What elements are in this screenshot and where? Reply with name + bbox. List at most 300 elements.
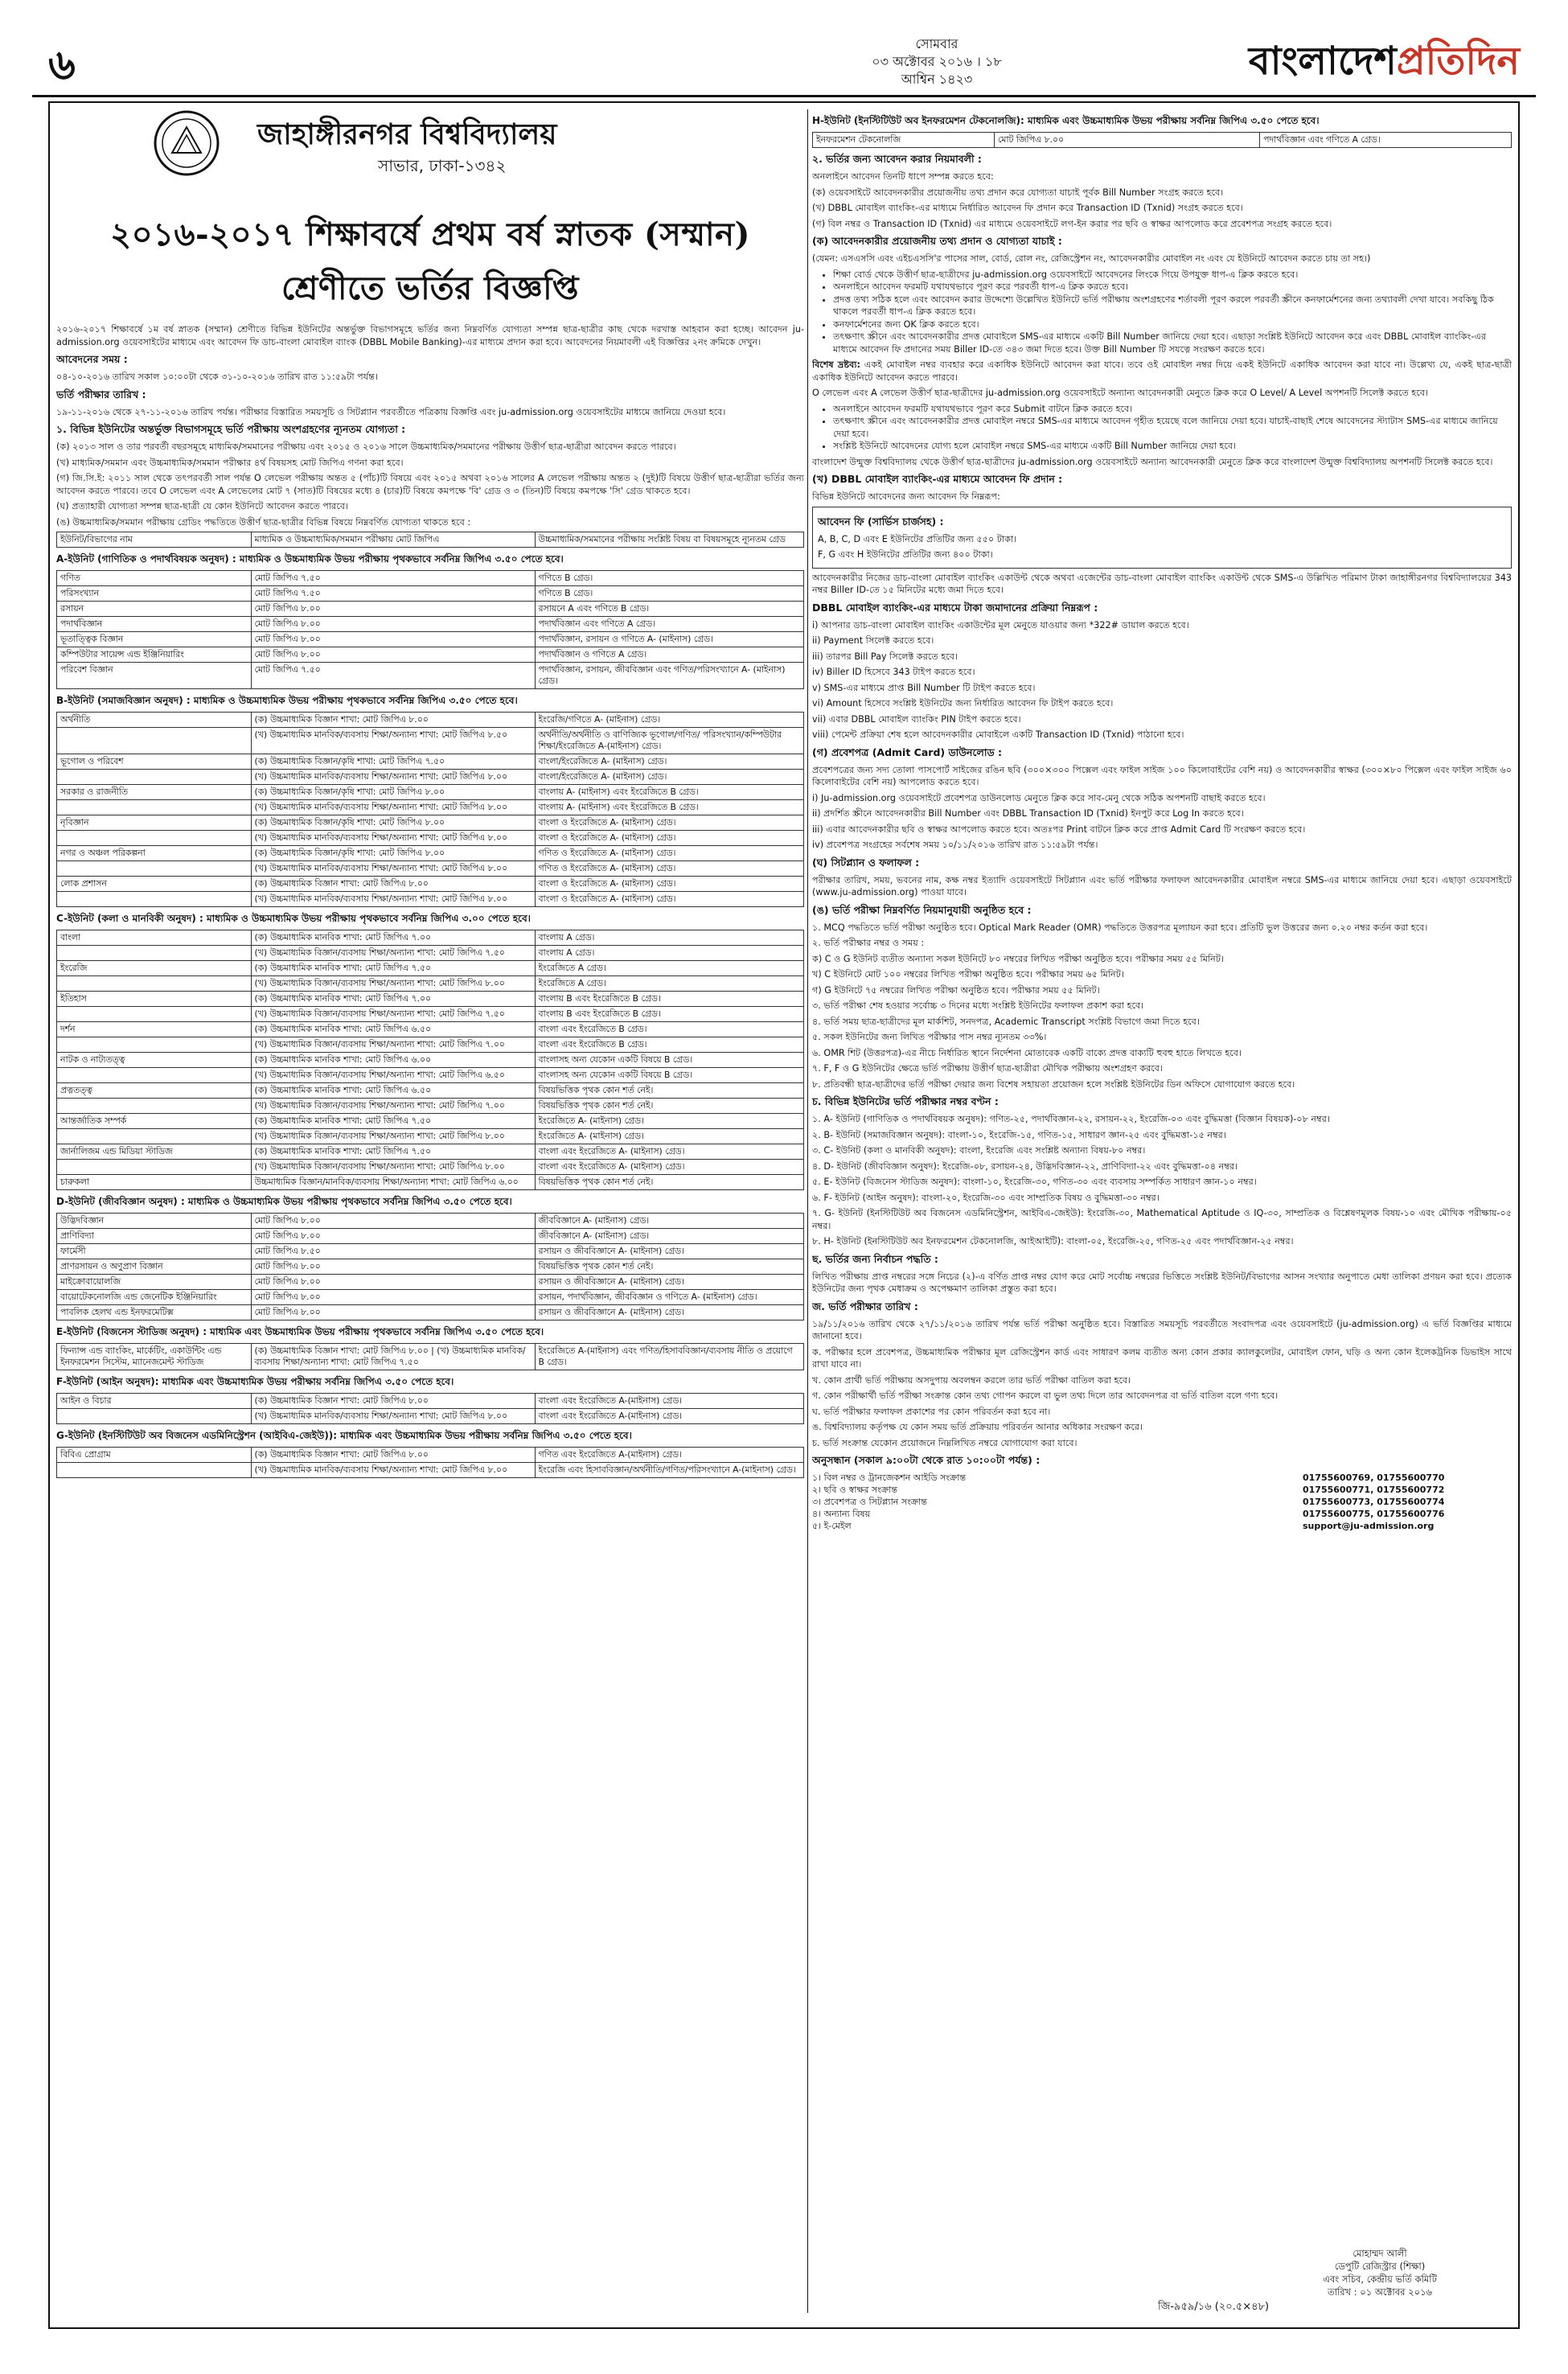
dbbl-paragraph: বিভিন্ন ইউনিটে আবেদনের জন্য আবেদন ফি নিম্নরূপ: xyxy=(812,491,1000,502)
table-row xyxy=(57,647,804,663)
unit-h-heading: H-ইউনিট (ইনস্টিটিউট অব ইনফরমেশন টেকনোলজি): মাধ্যমিক এবং উচ্চমাধ্যমিক উভয় পরীক্ষায় সর্বনিম্ন জিপিএ ৩.৫০ পেতে হবে। xyxy=(812,115,1320,126)
table-row xyxy=(57,1290,804,1305)
exam-rule-item: ২. ভর্তি পরীক্ষার নম্বর ও সময় : xyxy=(812,938,925,948)
table-cell: (ক) উচ্চমাধ্যমিক বিজ্ঞান/কৃষি শাখা: মোট জিপিএ ৮.০০ xyxy=(251,846,535,861)
table-row xyxy=(57,1448,804,1463)
table-cell: রসায়ন ও জীববিজ্ঞানে A- (মাইনাস) গ্রেড। xyxy=(535,1275,803,1290)
table-cell: বাংলায় A গ্রেড। xyxy=(535,946,803,961)
table-cell: বাংলা এবং ইংরেজিতে A- (মাইনাস) গ্রেড। xyxy=(535,1160,803,1175)
university-address: সাভার, ঢাকা-১৩৪২ xyxy=(378,156,507,175)
requirement-item: (গ) জি.সি.ই: ২০১১ সাল থেকে তৎপরবর্তী সাল পর্যন্ত O লেভেল পরীক্ষায় অন্তত ৫ (পাঁচ)টি বিষয়ে এবং ২০১৫ অথবা ২০১৬ সালের A লেভেল পরীক্ষায় অন্তত ২ (দুই)টি বিষয়ে উত্তীর্ণ ছাত্র-ছাত্রীরা ভর্তির জন্য আবেদন করতে পারবে। তবে O লেভেল এবং A লেভেলের মোট ৭ (সাত)টি বিষয়ের মধ্যে ৪ (চার)টি বিষয়ে কমপক্ষে 'বি' গ্রেড ও ৩ (তিন)টি বিষয়ে কমপক্ষে 'সি' গ্রেড থাকতে হবে। xyxy=(56,473,804,496)
rule-item: (গ) বিল নম্বর ও Transaction ID (Txnid) এর মাধ্যমে ওয়েবসাইটে লগ-ইন করার পর ছবি ও স্বাক্ষর আপলোড করে প্রবেশপত্র সংগ্রহ করতে হবে। xyxy=(812,218,1332,229)
table-row xyxy=(57,1068,804,1083)
table-cell: (ক) উচ্চমাধ্যমিক মানবিক শাখা: মোট জিপিএ ৭.০০ xyxy=(251,930,535,946)
table-cell: মোট জিপিএ ৭.৫০ xyxy=(251,571,535,586)
table-cell: বায়োটেকনোলজি এন্ড জেনেটিক ইঞ্জিনিয়ারিং xyxy=(57,1290,252,1305)
signatory-name: মোহাম্মদ আলী xyxy=(1353,2248,1407,2259)
table-cell: প্রত্নতত্ত্ব xyxy=(57,1083,252,1099)
column-divider xyxy=(807,109,808,2313)
marks-item: ৬. F- ইউনিট (আইন অনুষদ): বাংলা-২০, ইংরেজি-৩০ এবং সাম্প্রতিক বিষয় ও বুদ্ধিমত্তা-৩০ নম্বর। xyxy=(812,1192,1160,1203)
contact-row xyxy=(812,1520,1512,1532)
table-row xyxy=(57,1244,804,1259)
info-item: • কনফার্মেশনের জন্য OK ক্লিক করতে হবে। xyxy=(833,318,1512,331)
table-cell: বাংলা ও ইংরেজিতে A- (মাইনাস) গ্রেড। xyxy=(535,815,803,831)
table-cell: পদার্থবিজ্ঞান xyxy=(57,617,252,632)
admit-card-heading: (গ) প্রবেশপত্র (Admit Card) ডাউনলোড : xyxy=(812,745,1002,758)
table-cell: জীববিজ্ঞানে A- (মাইনাস) গ্রেড। xyxy=(535,1214,803,1229)
table-row xyxy=(57,800,804,815)
table-cell: (খ) উচ্চমাধ্যমিক মানবিক/ব্যবসায় শিক্ষা/অন্যান্য শাখা: মোট জিপিএ ৮.০০ xyxy=(251,1463,535,1478)
table-row xyxy=(57,1275,804,1290)
table-cell: গণিত xyxy=(57,571,252,586)
exam-date: ১৯-১১-২০১৬ থেকে ২৭-১১-২০১৬ তারিখ পর্যন্ত। পরীক্ষার বিস্তারিত সময়সূচি ও সিটপ্ল্যান পরবর্তীতে পত্রিকায় বিজ্ঞপ্তি এবং ju-admission.org ওয়েবসাইটের মাধ্যমে জানিয়ে দেওয়া হবে। xyxy=(56,406,726,417)
table-cell xyxy=(57,1037,252,1053)
table-cell: রসায়ন xyxy=(57,602,252,617)
table-row xyxy=(57,1409,804,1424)
table-cell: বাংলা/ইংরেজিতে A- (মাইনাস) গ্রেড। xyxy=(535,754,803,770)
header-table xyxy=(56,532,804,548)
table-cell: ভূগোল ও পরিবেশ xyxy=(57,754,252,770)
table-cell: নৃবিজ্ঞান xyxy=(57,815,252,831)
contact-value: 01755600775, 01755600776 xyxy=(1303,1509,1445,1519)
payment-step: v) SMS-এর মাধ্যমে প্রাপ্ত Bill Number টি টাইপ করতে হবে। xyxy=(812,682,1036,693)
olevel-paragraph: O লেভেল এবং A লেভেল উত্তীর্ণ ছাত্র-ছাত্রীদের ju-admission.org ওয়েবসাইটে অন্যান্য আবেদনকারী মেনুতে ক্লিক করে O Level/ A Level অপশনটি সিলেক্ট করতে হবে। xyxy=(812,388,1429,398)
table-cell: (খ) উচ্চমাধ্যমিক বিজ্ঞান/ব্যবসায় শিক্ষা/অন্যান্য শাখা: মোট জিপিএ ৮.০০ xyxy=(251,1129,535,1144)
table-cell: প্রাণিবিদ্যা xyxy=(57,1229,252,1244)
unit-a-table xyxy=(56,570,804,689)
exam-rule-item: ৩. ভর্তি পরীক্ষা শেষ হওয়ার সর্বোচ্চ ৩ দিনের মধ্যে সংশ্লিষ্ট ইউনিটের ফলাফল প্রকাশ করা হবে। xyxy=(812,1000,1144,1011)
table-cell: ইংরেজিতে A গ্রেড। xyxy=(535,976,803,992)
table-cell: (ক) উচ্চমাধ্যমিক মানবিক শাখা: মোট জিপিএ ৭.০০ xyxy=(251,992,535,1007)
misc-item: খ. কোন প্রার্থী ভর্তি পরীক্ষায় অসদুপায় অবলম্বন করলে তার ভর্তি পরীক্ষা বাতিল করা হবে। xyxy=(812,1374,1131,1386)
rule-item: (ক) ওয়েবসাইটে আবেদনকারীর প্রয়োজনীয় তথ্য প্রদান করে যোগ্যতা যাচাই পূর্বক Bill Number সংগ্রহ করতে হবে। xyxy=(812,187,1224,198)
admit-item: i) Ju-admission.org ওয়েবসাইটে প্রবেশপত্র ডাউনলোড মেনুতে ক্লিক করে সাব-মেনু থেকে সঠিক অপশনটি বাছাই করতে হবে। xyxy=(812,792,1266,803)
table-cell: (ক) উচ্চমাধ্যমিক বিজ্ঞান/কৃষি শাখা: মোট জিপিএ ৮.০০ xyxy=(251,785,535,800)
exam-rule-item: ৬. OMR শিট (উত্তরপত্র)-এর নীচে নির্ধারিত স্থানে নির্দেশনা মোতাবেক একটি বাক্যে প্রদত্ত বাক্যটি হুবহু হাতে লিখতে হবে। xyxy=(812,1047,1242,1058)
table-row xyxy=(57,961,804,976)
issue-date xyxy=(860,35,1013,88)
table-cell: বাংলা ও ইংরেজিতে A- (মাইনাস) গ্রেড। xyxy=(535,892,803,907)
info-list xyxy=(812,269,1512,356)
table-cell xyxy=(57,946,252,961)
rules-list xyxy=(812,187,1512,231)
table-cell: বাংলাসহ অন্য যেকোন একটি বিষয়ে B গ্রেড। xyxy=(535,1053,803,1068)
table-row xyxy=(57,992,804,1007)
table-cell: (ক) উচ্চমাধ্যমিক বিজ্ঞান/কৃষি শাখা: মোট জিপিএ ৭.৫০ xyxy=(251,754,535,770)
requirements-heading: ১. বিভিন্ন ইউনিটের অন্তর্ভুক্ত বিভাগসমূহে ভর্তি পরীক্ষায় অংশগ্রহণের ন্যূনতম যোগ্যতা : xyxy=(56,423,406,435)
table-cell: বাংলায় B এবং ইংরেজিতে B গ্রেড। xyxy=(535,992,803,1007)
table-cell: (ক) উচ্চমাধ্যমিক বিজ্ঞান শাখা: মোট জিপিএ ৮.০০ xyxy=(251,1394,535,1409)
admit-card-paragraph: প্রবেশপত্রের জন্য সদ্য তোলা পাসপোর্ট সাইজের রঙিন ছবি (৩০০×৩০০ পিক্সেল এবং ফাইল সাইজ ১০০ কিলোবাইটের বেশি নয়) ও আবেদনকারীর স্বাক্ষর (৩০০×৮০ পিক্সেল এবং ফাইল সাইজ ৬০ কিলোবাইটের বেশি নয়) আপলোড করতে হবে। xyxy=(812,764,1512,787)
special-note xyxy=(812,359,1512,384)
table-cell: (খ) উচ্চমাধ্যমিক বিজ্ঞান/ব্যবসায় শিক্ষা/অন্যান্য শাখা: মোট জিপিএ ৮.০০ xyxy=(251,976,535,992)
contact-value: 01755600773, 01755600774 xyxy=(1303,1497,1445,1507)
table-cell: পদার্থবিজ্ঞান, রসায়ন, জীববিজ্ঞান এবং গণিত/পরিসংখ্যানে A- (মাইনাস) গ্রেড। xyxy=(535,663,803,689)
table-cell: (ক) উচ্চমাধ্যমিক মানবিক শাখা: মোট জিপিএ ৭.৫০ xyxy=(251,961,535,976)
table-cell xyxy=(57,770,252,785)
unit-f-heading: F-ইউনিট (আইন অনুষদ): মাধ্যমিক এবং উচ্চমাধ্যমিক উভয় পরীক্ষায় সর্বনিম্ন জিপিএ ৩.৫০ পেতে হবে। xyxy=(56,1376,454,1387)
misc-item: গ. কোন পরীক্ষার্থী ভর্তি পরীক্ষা সংক্রান্ত কোন তথ্য গোপন করলে বা ভুল তথ্য দিলে তার আবেদনপত্র বা ভর্তি বাতিল বলে গণ্য হবে। xyxy=(812,1390,1279,1401)
table-row xyxy=(57,1259,804,1275)
table-cell: পদার্থবিজ্ঞান এবং গণিতে A গ্রেড। xyxy=(535,617,803,632)
table-cell: বাংলা এবং ইংরেজিতে A-(মাইনাস) গ্রেড। xyxy=(535,1394,803,1409)
table-cell: পদার্থবিজ্ঞান ও গণিতে A গ্রেড। xyxy=(535,647,803,663)
exam-rule-item: ১. MCQ পদ্ধতিতে ভর্তি পরীক্ষা অনুষ্ঠিত হবে। Optical Mark Reader (OMR) পদ্ধতিতে উত্তরপত্র মূল্যায়ন করা হবে। প্রতিটি ভুল উত্তরের জন্য ০.২০ নম্বর কর্তন করা হবে। xyxy=(812,922,1428,933)
table-cell: রসায়ন ও জীববিজ্ঞানে A- (মাইনাস) গ্রেড। xyxy=(535,1244,803,1259)
marks-list xyxy=(812,1113,1512,1248)
signatory-title: ডেপুটি রেজিস্ট্রার (শিক্ষা) xyxy=(1334,2261,1426,2272)
table-cell: (ক) উচ্চমাধ্যমিক মানবিক শাখা: মোট জিপিএ ৬.৫০ xyxy=(251,1083,535,1099)
table-cell: মোট জিপিএ ৮.০০ xyxy=(251,617,535,632)
table-cell: (খ) উচ্চমাধ্যমিক বিজ্ঞান/ব্যবসায় শিক্ষা/অন্যান্য শাখা: মোট জিপিএ ৭.০০ xyxy=(251,1037,535,1053)
payment-steps-heading: DBBL মোবাইল ব্যাংকিং-এর মাধ্যমে টাকা জমাদানের প্রক্রিয়া নিম্নরূপ : xyxy=(812,601,1098,614)
table-row xyxy=(57,831,804,846)
contact-label: ৪। অন্যান্য বিষয় xyxy=(812,1509,871,1519)
table-cell: (ক) উচ্চমাধ্যমিক মানবিক শাখা: মোট জিপিএ ৭.৫০ xyxy=(251,1144,535,1160)
fee-box xyxy=(812,507,1512,569)
table-row xyxy=(57,602,804,617)
table-cell: মাইক্রোবায়োলজি xyxy=(57,1275,252,1290)
table-cell xyxy=(57,892,252,907)
university-name: জাহাঙ্গীরনগর বিশ্ববিদ্যালয় xyxy=(257,117,557,151)
university-seal-icon xyxy=(153,109,220,177)
marks-item: ৭. G- ইউনিট (ইনস্টিটিউট অব বিজনেস এডমিনিস্ট্রেশন, আইবিএ-জেইউ): ইংরেজি-৩০, Mathematical Aptitude ও IQ-৩০, সাম্প্রতিক ও বিশ্লেষণমূলক বিষয়-১০ এবং মৌখিক পরীক্ষায়-০৫ নম্বর। xyxy=(812,1208,1512,1231)
table-cell: (খ) উচ্চমাধ্যমিক মানবিক/ব্যবসায় শিক্ষা/অন্যান্য শাখা: মোট জিপিএ ৮.০০ xyxy=(251,831,535,846)
payment-step: iv) Biller ID হিসেবে 343 টাইপ করতে হবে। xyxy=(812,667,975,677)
table-row xyxy=(57,1175,804,1190)
unit-c-table xyxy=(56,930,804,1190)
table-cell: বাংলা এবং ইংরেজিতে A-(মাইনাস) গ্রেড। xyxy=(535,1409,803,1424)
table-row xyxy=(57,770,804,785)
table-row xyxy=(813,133,1512,148)
table-row xyxy=(57,713,804,728)
table-cell: মোট জিপিএ ৭.৫০ xyxy=(251,663,535,689)
table-cell: বাংলায় A- (মাইনাস) এবং ইংরেজিতে B গ্রেড। xyxy=(535,800,803,815)
requirement-item: (ক) ২০১৩ সাল ও তার পরবর্তী বছরসমূহে মাধ্যমিক/সমমানের পরীক্ষায় এবং ২০১৫ ও ২০১৬ সালে উচ্চমাধ্যমিক/সমমানের পরীক্ষায় উত্তীর্ণ ছাত্র-ছাত্রীরা আবেদন করতে পারবে। xyxy=(56,442,676,452)
masthead-rule xyxy=(32,95,1536,97)
notice-title: ২০১৬-২০১৭ শিক্ষাবর্ষে প্রথম বর্ষ স্নাতক (সম্মান) শ্রেণীতে ভর্তির বিজ্ঞপ্তি xyxy=(110,216,750,307)
info-item: • শিক্ষা বোর্ড থেকে উত্তীর্ণ ছাত্র-ছাত্রীদের ju-admission.org ওয়েবসাইটে আবেদনের লিংকে গিয়ে উপযুক্ত ধাপ-এ ক্লিক করতে হবে। xyxy=(833,269,1512,281)
signature-date: তারিখ : ০১ অক্টোবর ২০১৬ xyxy=(1327,2286,1433,2298)
table-cell: ফিন্যান্স এন্ড ব্যাংকিং, মার্কেটিং, একাউন্টিং এন্ড ইনফরমেশন সিস্টেম, ম্যানেজমেন্ট স্টাডিজ xyxy=(57,1344,252,1370)
table-cell: বাংলাসহ অন্য যেকোন একটি বিষয়ে B গ্রেড। xyxy=(535,1068,803,1083)
table-cell: (ক) উচ্চমাধ্যমিক মানবিক শাখা: মোট জিপিএ ৭.৫০ xyxy=(251,1114,535,1129)
table-row xyxy=(57,632,804,647)
table-cell: অর্থনীতি/অর্থনীতি ও বাণিজ্যিক ভূগোল/গণিত/ পরিসংখ্যান/কম্পিউটার শিক্ষা/ইংরেজিতে A-(মাইনাস) গ্রেড। xyxy=(535,728,803,754)
table-cell: গণিতে B গ্রেড। xyxy=(535,571,803,586)
admit-item: ii) প্রদর্শিত স্ক্রীনে আবেদনকারীর Bill Number এবং DBBL Transaction ID (Txnid) ইনপুট করে Log In করতে হবে। xyxy=(812,808,1244,819)
payment-steps-list xyxy=(812,619,1512,741)
rules-heading: ২. ভর্তির জন্য আবেদন করার নিয়মাবলী : xyxy=(812,153,982,165)
unit-f-table xyxy=(56,1393,804,1424)
intro-paragraph: ২০১৬-২০১৭ শিক্ষাবর্ষে ১ম বর্ষ স্নাতক (সম্মান) শ্রেণীতে বিভিন্ন ইউনিটের অন্তর্ভুক্ত বিভাগসমূহে ভর্তির জন্য নিম্নবর্ণিত যোগ্যতা সম্পন্ন ছাত্র-ছাত্রীর কাছ থেকে দরখাস্ত আহবান করা হচ্ছে। আবেদন ju-admission.org ওয়েবসাইটের মাধ্যমে এবং আবেদন ফি ডাচ-বাংলা মোবাইল ব্যাংক (DBBL Mobile Banking)-এর মাধ্যমে প্রদান করা হবে। আবেদনের নিয়মাবলী এই বিজ্ঞপ্তির ২নং ক্রমিকে দেখুন। xyxy=(56,324,804,347)
table-cell: কম্পিউটার সায়েন্স এন্ড ইঞ্জিনিয়ারিং xyxy=(57,647,252,663)
requirements-list xyxy=(56,441,804,528)
table-cell: দর্শন xyxy=(57,1022,252,1037)
table-row xyxy=(57,815,804,831)
table-cell: বাংলা ও ইংরেজিতে A- (মাইনাস) গ্রেড। xyxy=(535,877,803,892)
exam-rules-list xyxy=(812,922,1512,1091)
government-ad-code: জি-৯৫৯/১৬ (২০.৫×৪৮) xyxy=(1158,2301,1270,2313)
table-row xyxy=(57,1305,804,1320)
table-cell: আন্তর্জাতিক সম্পর্ক xyxy=(57,1114,252,1129)
marks-item: ৪. D- ইউনিট (জীববিজ্ঞান অনুষদ): ইংরেজি-০৮, রসায়ন-২৪, উদ্ভিদবিজ্ঞান-২২, প্রাণিবিদ্যা-২২ এবং বুদ্ধিমত্তা-০৪ নম্বর। xyxy=(812,1160,1238,1172)
table-cell: পদার্থবিজ্ঞান, রসায়ন ও গণিতে A- (মাইনাস) গ্রেড। xyxy=(535,632,803,647)
table-cell: (ক) উচ্চমাধ্যমিক বিজ্ঞান শাখা: মোট জিপিএ ৮.০০ xyxy=(251,713,535,728)
table-cell: মোট জিপিএ ৮.০০ xyxy=(251,1229,535,1244)
issue-day: সোমবার xyxy=(915,36,958,51)
table-row xyxy=(57,892,804,907)
fee-item: A, B, C, D এবং E ইউনিটের প্রতিটির জন্য ৫৫০ টাকা। xyxy=(818,533,1017,544)
table-row xyxy=(57,1229,804,1244)
table-cell: লোক প্রশাসন xyxy=(57,877,252,892)
admit-item: iii) এবার আবেদনকারীর ছবি ও স্বাক্ষর আপলোড করতে হবে। অতঃপর Print বাটনে ক্লিক করে প্রাপ্ত Admit Card টি সংরক্ষণ করতে হবে। xyxy=(812,824,1306,835)
table-cell: নাটক ও নাট্যতত্ত্ব xyxy=(57,1053,252,1068)
table-cell: মোট জিপিএ ৮.০০ xyxy=(251,1305,535,1320)
table-row xyxy=(57,1214,804,1229)
fee-list xyxy=(818,533,1506,561)
marks-heading: চ. বিভিন্ন ইউনিটের ভর্তি পরীক্ষার নম্বর বণ্টন : xyxy=(812,1095,999,1107)
table-row xyxy=(57,1463,804,1478)
paper-logo-part2: প্রতিদিন xyxy=(1396,39,1520,84)
table-cell: বিষয়ভিত্তিক পৃথক কোন শর্ত নেই। xyxy=(535,1259,803,1275)
exam-rule-item: ৮. প্রতিবন্ধী ছাত্র-ছাত্রীদের ভর্তি পরীক্ষা দেয়ার জন্য বিশেষ সহায়তা প্রয়োজন হলে সংশ্লিষ্ট ইউনিটের ডিন অফিসে যোগাযোগ করতে হবে। xyxy=(812,1078,1295,1090)
apply-time: ০৪-১০-২০১৬ তারিখ সকাল ১০:০০টা থেকে ৩১-১০-২০১৬ তারিখ রাত ১১:৫৯টা পর্যন্ত। xyxy=(56,372,378,382)
table-row xyxy=(57,785,804,800)
table-cell: মোট জিপিএ ৮.০০ xyxy=(251,1290,535,1305)
contact-label: ৫। ই-মেইল xyxy=(812,1521,852,1531)
table-cell: (খ) উচ্চমাধ্যমিক মানবিক/ব্যবসায় শিক্ষা/অন্যান্য শাখা: মোট জিপিএ ৮.০০ xyxy=(251,800,535,815)
table-row xyxy=(57,663,804,689)
admit-card-list xyxy=(812,792,1512,852)
rule-item: (খ) DBBL মোবাইল ব্যাংকিং-এর মাধ্যমে নির্ধারিত আবেদন ফি প্রদান করে Transaction ID (Txnid) সংগ্রহ করতে হবে। xyxy=(812,203,1243,213)
info-paragraph: (যেমন: এসএসসি এবং এইচএসসি'র পাসের সাল, বোর্ড, রোল নং, রেজিস্ট্রেশন নং, আবেদনকারীর মোবাইল নং এবং যে ইউনিটে আবেদন করতে চায় তা সহ।) xyxy=(812,253,1371,264)
table-cell: মোট জিপিএ ৮.০০ xyxy=(251,1259,535,1275)
requirement-item: (ঘ) প্রত্যাহারী যোগ্যতা সম্পন্ন ছাত্র-ছাত্রী যে কোন ইউনিটে আবেদন করতে পারবে। xyxy=(56,501,349,511)
table-cell: জীববিজ্ঞানে A- (মাইনাস) গ্রেড। xyxy=(535,1229,803,1244)
exam-date-heading: ভর্তি পরীক্ষার তারিখ : xyxy=(56,388,146,400)
table-cell: (খ) উচ্চমাধ্যমিক মানবিক/ব্যবসায় শিক্ষা/অন্যান্য শাখা: মোট জিপিএ ৮.০০ xyxy=(251,861,535,877)
contact-value: 01755600771, 01755600772 xyxy=(1303,1485,1445,1495)
unit-e-heading: E-ইউনিট (বিজনেস স্টাডিজ অনুষদ) : মাধ্যমিক এবং উচ্চমাধ্যমিক উভয় পরীক্ষায় পৃথকভাবে সর্বনিম্ন জিপিএ ৩.৫০ পেতে হবে। xyxy=(56,1326,544,1337)
table-cell: (খ) উচ্চমাধ্যমিক বিজ্ঞান/ব্যবসায় শিক্ষা/অন্যান্য শাখা: মোট জিপিএ ৮.০০ xyxy=(251,1160,535,1175)
payment-paragraph: আবেদনকারীর নিজের ডাচ-বাংলা মোবাইল ব্যাংকিং একাউন্ট থেকে অথবা এজেন্টের ডাচ-বাংলা মোবাইল ব্যাংকিং একাউন্ট থেকে SMS-এ উল্লিখিত পরিমাণ টাকা জাহাঙ্গীরনগর বিশ্ববিদ্যালয়ের 343 নম্বর Biller ID-তে ১৫ মিনিটের মধ্যে জমা দিতে হবে। xyxy=(812,572,1512,595)
table-row xyxy=(57,1099,804,1114)
table-cell: বাংলা xyxy=(57,930,252,946)
table-cell: অর্থনীতি xyxy=(57,713,252,728)
table-cell: (ক) উচ্চমাধ্যমিক বিজ্ঞান শাখা: মোট জিপিএ ৮.০০ | (খ) উচ্চমাধ্যমিক মানবিক/ব্যবসায় শিক্ষা/অন্যান্য শাখা: মোট জিপিএ ৭.৫০ xyxy=(251,1344,535,1370)
table-cell: বাংলা এবং ইংরেজিতে B গ্রেড। xyxy=(535,1037,803,1053)
payment-step: iii) তারপর Bill Pay সিলেক্ট করতে হবে। xyxy=(812,651,958,662)
table-row xyxy=(57,1022,804,1037)
table-row xyxy=(57,1129,804,1144)
misc-item: ঘ. ভর্তি পরীক্ষার ফলাফল প্রকাশের পর কোন পরিবর্তন করা হবে না। xyxy=(812,1406,1051,1417)
contacts-heading: অনুসন্ধান (সকাল ৯:০০টা থেকে রাত ১০:০০টা পর্যন্ত) : xyxy=(812,1454,1041,1466)
marks-item: ৮. H- ইউনিট (ইনস্টিটিউট অব ইনফরমেশন টেকনোলজি, আইআইটি): বাংলা-০৫, ইংরেজি-২৫, গণিত-২৫ এবং পদার্থবিজ্ঞান-২৫ নম্বর। xyxy=(812,1236,1294,1247)
marks-item: ৫. E- ইউনিট (বিজনেস স্টাডিজ অনুষদ): বাংলা-১০, ইংরেজি-৩০, গণিত-৩০ এবং ব্যবসায় সম্পর্কিত সাধারণ জ্ঞান-১০ নম্বর। xyxy=(812,1177,1257,1187)
masthead xyxy=(32,32,1536,88)
open-university-paragraph: বাংলাদেশ উন্মুক্ত বিশ্ববিদ্যালয় থেকে উত্তীর্ণ ছাত্র-ছাত্রীদের ju-admission.org ওয়েবসাইটে অন্যান্য আবেদনকারী মেনুতে ক্লিক করে বাংলাদেশ উন্মুক্ত বিশ্ববিদ্যালয় অপশনটি সিলেক্ট করতে হবে। xyxy=(812,456,1493,467)
table-cell: (খ) উচ্চমাধ্যমিক বিজ্ঞান/ব্যবসায় শিক্ষা/অন্যান্য শাখা: মোট জিপিএ ৭.৫০ xyxy=(251,946,535,961)
table-row xyxy=(57,532,804,548)
exam-rule-item: ক) C ও G ইউনিট ব্যতীত অন্যান্য সকল ইউনিটে ৮০ নম্বরের লিখিত পরীক্ষা অনুষ্ঠিত হবে। পরীক্ষার সময় ৫৫ মিনিট। xyxy=(812,953,1224,964)
table-cell: ফার্মেসী xyxy=(57,1244,252,1259)
table-row xyxy=(57,877,804,892)
table-cell xyxy=(57,1160,252,1175)
table-cell xyxy=(57,1068,252,1083)
unit-a-heading: A-ইউনিট (গাণিতিক ও পদার্থবিষয়ক অনুষদ) : মাধ্যমিক ও উচ্চমাধ্যমিক উভয় পরীক্ষায় পৃথকভাবে সর্বনিম্ন জিপিএ ৩.৫০ পেতে হবে। xyxy=(56,553,564,565)
table-cell: (ক) উচ্চমাধ্যমিক বিজ্ঞান/কৃষি শাখা: মোট জিপিএ ৮.০০ xyxy=(251,815,535,831)
table-cell: বিষয়ভিত্তিক পৃথক কোন শর্ত নেই। xyxy=(535,1175,803,1190)
table-cell: পদার্থবিজ্ঞান এবং গণিতে A গ্রেড। xyxy=(1260,133,1512,148)
table-cell xyxy=(57,728,252,754)
table-cell: ইংরেজি xyxy=(57,961,252,976)
table-cell: মোট জিপিএ ৮.৫০ xyxy=(251,1244,535,1259)
paper-logo-part1: বাংলাদেশ xyxy=(1248,39,1397,84)
table-row xyxy=(57,754,804,770)
special-note-label: বিশেষ দ্রষ্টব্য: xyxy=(812,359,861,370)
payment-step: ii) Payment সিলেক্ট করতে হবে। xyxy=(812,635,934,646)
seatplan-paragraph: পরীক্ষার তারিখ, সময়, ভবনের নাম, কক্ষ নম্বর ইত্যাদি ওয়েবসাইটে সিটপ্ল্যান এবং ভর্তি পরীক্ষার ফলাফল আবেদনকারীর মোবাইল নম্বরে SMS-এর মাধ্যমে জানিয়ে দেয়া হবে। এছাড়া ওয়েবসাইটে (www.ju-admission.org) পাওয়া যাবে। xyxy=(812,874,1512,897)
table-cell: মোট জিপিএ ৮.০০ xyxy=(251,1275,535,1290)
info-item: • প্রদত্ত তথ্য সঠিক হলে এবং আবেদন করার উদ্দেশ্যে উল্লেখিত ইউনিটে ভর্তি পরীক্ষায় অংশগ্রহণের শর্তাবলী পূরণ করলে পরবর্তী স্ক্রীনে কনফার্মেশনের জন্য তথ্যাবলী দেখা যাবে। সবকিছু ঠিক থাকলে পরবর্তী ধাপ-এ ক্লিক করতে হবে। xyxy=(833,294,1512,318)
date-paragraph: ১৯/১১/২০১৬ তারিখ থেকে ২৭/১১/২০১৬ তারিখ পর্যন্ত ভর্তি পরীক্ষা অনুষ্ঠিত হবে। বিস্তারিত সময়সূচি পরবর্তীতে সংবাদপত্র এবং ওয়েবসাইটে (ju-admission.org) এ ভর্তি বিজ্ঞপ্তির মাধ্যমে জানানো হবে। xyxy=(812,1318,1512,1341)
special-note-text: একই মোবাইল নম্বর ব্যবহার করে একাধিক ইউনিটে আবেদন করা যাবে। তবে ওই মোবাইল নম্বর দিয়ে একই ইউনিটে একাধিক আবেদন করা যাবে না। উল্লেখ্য যে, একই ছাত্র-ছাত্রী একাধিক ইউনিটে আবেদন করতে পারবে। xyxy=(812,359,1512,383)
table-cell: বিষয়ভিত্তিক পৃথক কোন শর্ত নেই। xyxy=(535,1083,803,1099)
unit-c-heading: C-ইউনিট (কলা ও মানবিকী অনুষদ) : মাধ্যমিক ও উচ্চমাধ্যমিক উভয় পরীক্ষায় পৃথকভাবে সর্বনিম্ন জিপিএ ৩.০০ পেতে হবে। xyxy=(56,913,531,924)
table-cell: ইনফরমেশন টেকনোলজি xyxy=(813,133,995,148)
unit-d-table xyxy=(56,1213,804,1320)
table-cell: (খ) উচ্চমাধ্যমিক বিজ্ঞান/ব্যবসায় শিক্ষা/অন্যান্য শাখা: মোট জিপিএ ৬.৫০ xyxy=(251,1068,535,1083)
table-cell: ইতিহাস xyxy=(57,992,252,1007)
seatplan-heading: (ঘ) সিটপ্ল্যান ও ফলাফল : xyxy=(812,856,920,869)
table-row xyxy=(57,1344,804,1370)
signatory-title-2: এবং সচিব, কেন্দ্রীয় ভর্তি কমিটি xyxy=(1323,2273,1437,2285)
contact-label: ৩। প্রবেশপত্র ও সিটপ্ল্যান সংক্রান্ত xyxy=(812,1497,927,1507)
table-row xyxy=(57,586,804,602)
table-cell: ইংরেজিতে A- (মাইনাস) গ্রেড। xyxy=(535,1129,803,1144)
table-cell: (খ) উচ্চমাধ্যমিক মানবিক/ব্যবসায় শিক্ষা/অন্যান্য শাখা: মোট জিপিএ ৮.০০ xyxy=(251,770,535,785)
table-cell: গণিতে B গ্রেড। xyxy=(535,586,803,602)
payment-step: viii) পেমেন্ট প্রক্রিয়া শেষ হলে আবেদনকারীর মোবাইলে একটি Transaction ID (Txnid) পাঠানো হবে। xyxy=(812,729,1184,740)
table-row xyxy=(57,1037,804,1053)
right-column xyxy=(812,109,1512,2321)
table-row xyxy=(57,1114,804,1129)
table-cell: বাংলা/ইংরেজিতে A- (মাইনাস) গ্রেড। xyxy=(535,770,803,785)
table-cell: বাংলা এবং ইংরেজিতে A- (মাইনাস) গ্রেড। xyxy=(535,1144,803,1160)
table-cell: মোট জিপিএ ৮.০০ xyxy=(251,647,535,663)
contact-value: 01755600769, 01755600770 xyxy=(1303,1472,1445,1483)
misc-item: ক. পরীক্ষার হলে প্রবেশপত্র, উচ্চমাধ্যমিক পরীক্ষার মূল রেজিস্ট্রেশন কার্ড এবং সাধারণ কলম ব্যতীত অন্য কোন প্রকার ক্যালকুলেটর, মোবাইল ফোন, ঘড়ি ও অন্য কোন ইলেকট্রনিক ডিভাইস সাথে রাখা যাবে না। xyxy=(812,1346,1512,1370)
contact-label: ১। বিল নম্বর ও ট্রানজেকশন আইডি সংক্রান্ত xyxy=(812,1472,967,1483)
misc-item: ঙ. বিশ্ববিদ্যালয় কর্তৃপক্ষ যে কোন সময় ভর্তি প্রক্রিয়ায় পরিবর্তন আনার অধিকার সংরক্ষণ করে। xyxy=(812,1422,1143,1432)
misc-item: চ. ভর্তি সংক্রান্ত যেকোন প্রয়োজনে নিম্নলিখিত নম্বরে যোগাযোগ করা যাবে। xyxy=(812,1437,1077,1448)
exam-rules-heading: (ঙ) ভর্তি পরীক্ষা নিম্নবর্ণিত নিয়মানুযায়ী অনুষ্ঠিত হবে : xyxy=(812,903,1032,916)
table-cell xyxy=(57,1409,252,1424)
table-cell xyxy=(57,1129,252,1144)
contact-row xyxy=(812,1496,1512,1508)
exam-rule-item: ৭. F, F ও G ইউনিটের ক্ষেত্রে ভর্তি পরীক্ষায় উত্তীর্ণ ছাত্র-ছাত্রীরা মৌখিক পরীক্ষায় অংশগ্রহণ করবে। xyxy=(812,1063,1164,1074)
info-item: • অনলাইনে আবেদন ফরমটি যথাযথভাবে পূরণ করে পরবর্তী ধাপ-এ ক্লিক করতে হবে। xyxy=(833,281,1512,294)
unit-b-table xyxy=(56,712,804,907)
table-cell: গণিত এবং ইংরেজিতে A-(মাইনাস) গ্রেড। xyxy=(535,1448,803,1463)
unit-e-table xyxy=(56,1343,804,1370)
table-row xyxy=(57,930,804,946)
table-cell: মোট জিপিএ ৭.৫০ xyxy=(251,586,535,602)
table-cell: রসায়নে A এবং গণিতে B গ্রেড। xyxy=(535,602,803,617)
table-cell: বিবিএ প্রোগ্রাম xyxy=(57,1448,252,1463)
fee-heading: আবেদন ফি (সার্ভিস চার্জসহ) : xyxy=(818,515,944,528)
table-row xyxy=(57,728,804,754)
table-cell: বাংলায় A- (মাইনাস) এবং ইংরেজিতে B গ্রেড। xyxy=(535,785,803,800)
payment-step: i) আপনার ডাচ-বাংলা মোবাইল ব্যাংকিং একাউন্টের মূল মেনুতে যাওয়ার জন্য *322# ডায়াল করতে হবে। xyxy=(812,619,1189,630)
table-cell: বাংলা ও ইংরেজিতে A- (মাইনাস) গ্রেড। xyxy=(535,831,803,846)
unit-h-table xyxy=(812,132,1512,148)
contact-row xyxy=(812,1508,1512,1520)
table-row xyxy=(57,976,804,992)
unit-b-heading: B-ইউনিট (সমাজবিজ্ঞান অনুষদ) : মাধ্যমিক ও উচ্চমাধ্যমিক উভয় পরীক্ষায় পৃথকভাবে সর্বনিম্ন জিপিএ ৩.৫০ পেতে হবে। xyxy=(56,695,518,706)
table-cell: (ক) উচ্চমাধ্যমিক বিজ্ঞান শাখা: মোট জিপিএ ৮.০০ xyxy=(251,1448,535,1463)
table-cell: নগর ও অঞ্চল পরিকল্পনা xyxy=(57,846,252,861)
table-cell xyxy=(57,861,252,877)
table-cell xyxy=(57,1463,252,1478)
table-cell: ইংরেজিতে A- (মাইনাস) গ্রেড। xyxy=(535,1114,803,1129)
table-row xyxy=(57,946,804,961)
table-cell: মোট জিপিএ ৮.০০ xyxy=(251,1214,535,1229)
table-cell: পরিবেশ বিজ্ঞান xyxy=(57,663,252,689)
table-cell: ইংরেজিতে A গ্রেড। xyxy=(535,961,803,976)
table-cell xyxy=(57,976,252,992)
table-cell: (খ) উচ্চমাধ্যমিক মানবিক/ব্যবসায় শিক্ষা/অন্যান্য শাখা: মোট জিপিএ ৮.০০ xyxy=(251,1409,535,1424)
table-row xyxy=(57,1144,804,1160)
table-cell xyxy=(57,831,252,846)
rules-intro: অনলাইনে আবেদন তিনটি ধাপে সম্পন্ন করতে হবে: xyxy=(812,171,994,182)
table-row xyxy=(57,571,804,586)
exam-rule-item: ৫. সকল ইউনিটের জন্য লিখিত পরীক্ষার পাস নম্বর ন্যূনতম ৩৩%। xyxy=(812,1032,1047,1042)
contacts-list xyxy=(812,1472,1512,1532)
table-cell: ইউনিট/বিভাগের নাম xyxy=(57,532,252,548)
table-cell: (ক) উচ্চমাধ্যমিক মানবিক শাখা: মোট জিপিএ ৬.৫০ xyxy=(251,1022,535,1037)
table-cell: (ক) উচ্চমাধ্যমিক মানবিক শাখা: মোট জিপিএ ৬.০০ xyxy=(251,1053,535,1068)
table-cell: বাংলায় B এবং ইংরেজিতে B গ্রেড। xyxy=(535,1007,803,1022)
table-cell: জার্নালিজম এন্ড মিডিয়া স্টাডিজ xyxy=(57,1144,252,1160)
table-cell: গণিত ও ইংরেজিতে A- (মাইনাস) গ্রেড। xyxy=(535,861,803,877)
dbbl-heading: (খ) DBBL মোবাইল ব্যাংকিং-এর মাধ্যমে আবেদন ফি প্রদান : xyxy=(812,473,1063,485)
table-cell: ইংরেজিতে A-(মাইনাস) এবং গণিত/হিসাববিজ্ঞান/ব্যবসায় নীতি ও প্রয়োগে B গ্রেড। xyxy=(535,1344,803,1370)
admit-item: iv) প্রবেশপত্র সংগ্রহের সর্বশেষ সময় ১০/১১/২০১৬ তারিখ রাত ১১:৫৯টা পর্যন্ত। xyxy=(812,840,1098,850)
table-cell: উচ্চমাধ্যমিক বিজ্ঞান/মানবিক/ব্যবসায় শিক্ষা/অন্যান্য শাখা: মোট জিপিএ ৬.০০ xyxy=(251,1175,535,1190)
table-row xyxy=(57,846,804,861)
exam-rule-item: খ) C ইউনিটে মোট ১০০ নম্বরের লিখিত পরীক্ষা অনুষ্ঠিত হবে। পরীক্ষার সময় ৬৫ মিনিট। xyxy=(812,969,1124,980)
table-row xyxy=(57,1394,804,1409)
olevel-item: • অনলাইনে আবেদন ফরমটি যথাযথভাবে পূরণ করে Submit বাটনে ক্লিক করতে হবে। xyxy=(833,403,1512,416)
table-cell: বাংলায় A গ্রেড। xyxy=(535,930,803,946)
table-row xyxy=(57,617,804,632)
table-cell: সরকার ও রাজনীতি xyxy=(57,785,252,800)
table-cell: ইংরেজি এবং হিসাববিজ্ঞান/অর্থনীতি/গণিত/পরিসংখ্যানে A-(মাইনাস) গ্রেড। xyxy=(535,1463,803,1478)
marks-item: ৩. C- ইউনিট (কলা ও মানবিকী অনুষদ): বাংলা, ইংরেজি এবং সংশ্লিষ্ট অন্যান্য বিষয়-৮০ নম্বর। xyxy=(812,1145,1146,1156)
contact-value: support@ju-admission.org xyxy=(1303,1521,1435,1531)
contact-row xyxy=(812,1484,1512,1496)
table-row xyxy=(57,1053,804,1068)
exam-rule-item: গ) G ইউনিটে ৭৫ নম্বরের লিখিত পরীক্ষা অনুষ্ঠিত হবে। পরীক্ষার সময় ৫৫ মিনিট। xyxy=(812,984,1100,996)
table-cell: প্রাণরসায়ন ও অণুপ্রাণ বিজ্ঞান xyxy=(57,1259,252,1275)
table-cell: মোট জিপিএ ৮.০০ xyxy=(251,602,535,617)
fee-item: F, G এবং H ইউনিটের প্রতিটির জন্য ৪০০ টাকা। xyxy=(818,549,993,560)
signature-block xyxy=(1259,2247,1500,2298)
paper-logo xyxy=(1249,32,1520,96)
table-row xyxy=(57,861,804,877)
